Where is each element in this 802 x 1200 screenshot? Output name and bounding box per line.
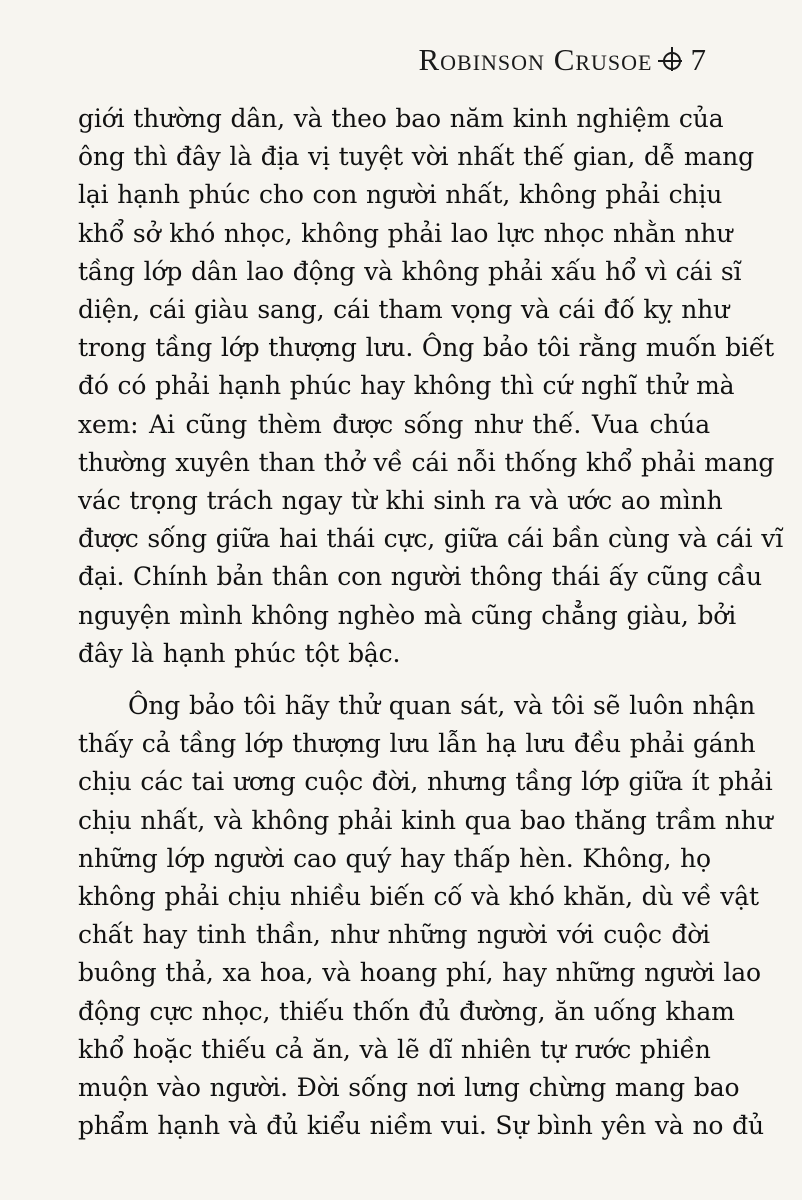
book-title: Robinson Crusoe — [418, 42, 653, 77]
text-line: chịu nhất, và không phải kinh qua bao thăng trầm như — [78, 805, 773, 835]
text-line: chất hay tinh thần, như những người với cuộc đời — [78, 920, 710, 950]
text-line: Ông bảo tôi hãy thử quan sát, và tôi sẽ luôn nhận — [128, 691, 756, 721]
text-line: thường xuyên than thở về cái nỗi thống khổ phải mang — [78, 447, 775, 477]
text-line: động cực nhọc, thiếu thốn đủ đường, ăn uống kham — [78, 996, 735, 1026]
text-line: giới thường dân, và theo bao năm kinh nghiệm của — [78, 104, 724, 133]
text-line: đây là hạnh phúc tột bậc. — [78, 638, 401, 668]
text-line: đó có phải hạnh phúc hay không thì cứ nghĩ thử mà — [78, 371, 735, 401]
text-line: được sống giữa hai thái cực, giữa cái bần cùng và cái vĩ — [78, 524, 784, 554]
text-line: nguyện mình không nghèo mà cũng chẳng giàu, bởi — [78, 600, 737, 630]
running-header — [418, 44, 706, 75]
text-line: không phải chịu nhiều biến cố và khó khăn, dù về vật — [78, 882, 759, 912]
text-line: lại hạnh phúc cho con người nhất, không phải chịu — [78, 180, 723, 210]
text-line: những lớp người cao quý hay thấp hèn. Không, họ — [78, 843, 711, 873]
text-line: buông thả, xa hoa, và hoang phí, hay những người lao — [78, 958, 761, 988]
text-line: ông thì đây là địa vị tuyệt vời nhất thế gian, dễ mang — [78, 142, 754, 172]
text-line: diện, cái giàu sang, cái tham vọng và cái đố kỵ như — [78, 295, 730, 325]
text-line: đại. Chính bản thân con người thông thái ấy cũng cầu — [78, 562, 762, 592]
text-line: xem: Ai cũng thèm được sống như thế. Vua chúa — [78, 409, 710, 439]
text-line: chịu các tai ương cuộc đời, nhưng tầng lớp giữa ít phải — [78, 767, 773, 797]
text-line: khổ hoặc thiếu cả ăn, và lẽ dĩ nhiên tự rước phiền — [78, 1034, 711, 1064]
page-number: 7 — [690, 42, 706, 77]
text-line: tầng lớp dân lao động và không phải xấu hổ vì cái sĩ — [78, 256, 742, 286]
text-line: trong tầng lớp thượng lưu. Ông bảo tôi rằng muốn biết — [78, 333, 774, 363]
text-line: vác trọng trách ngay từ khi sinh ra và ước ao mình — [78, 486, 723, 516]
text-line: khổ sở khó nhọc, không phải lao lực nhọc nhằn như — [78, 218, 733, 248]
paragraph-2 — [78, 687, 773, 1145]
text-line: muộn vào người. Đời sống nơi lưng chừng mang bao — [78, 1073, 740, 1103]
body-text — [78, 100, 784, 1145]
paragraph-1 — [78, 100, 784, 673]
text-line: phẩm hạnh và đủ kiểu niềm vui. Sự bình yên và no đủ — [78, 1111, 764, 1141]
flower-ornament-icon — [663, 52, 681, 70]
text-line: thấy cả tầng lớp thượng lưu lẫn hạ lưu đều phải gánh — [78, 729, 756, 759]
